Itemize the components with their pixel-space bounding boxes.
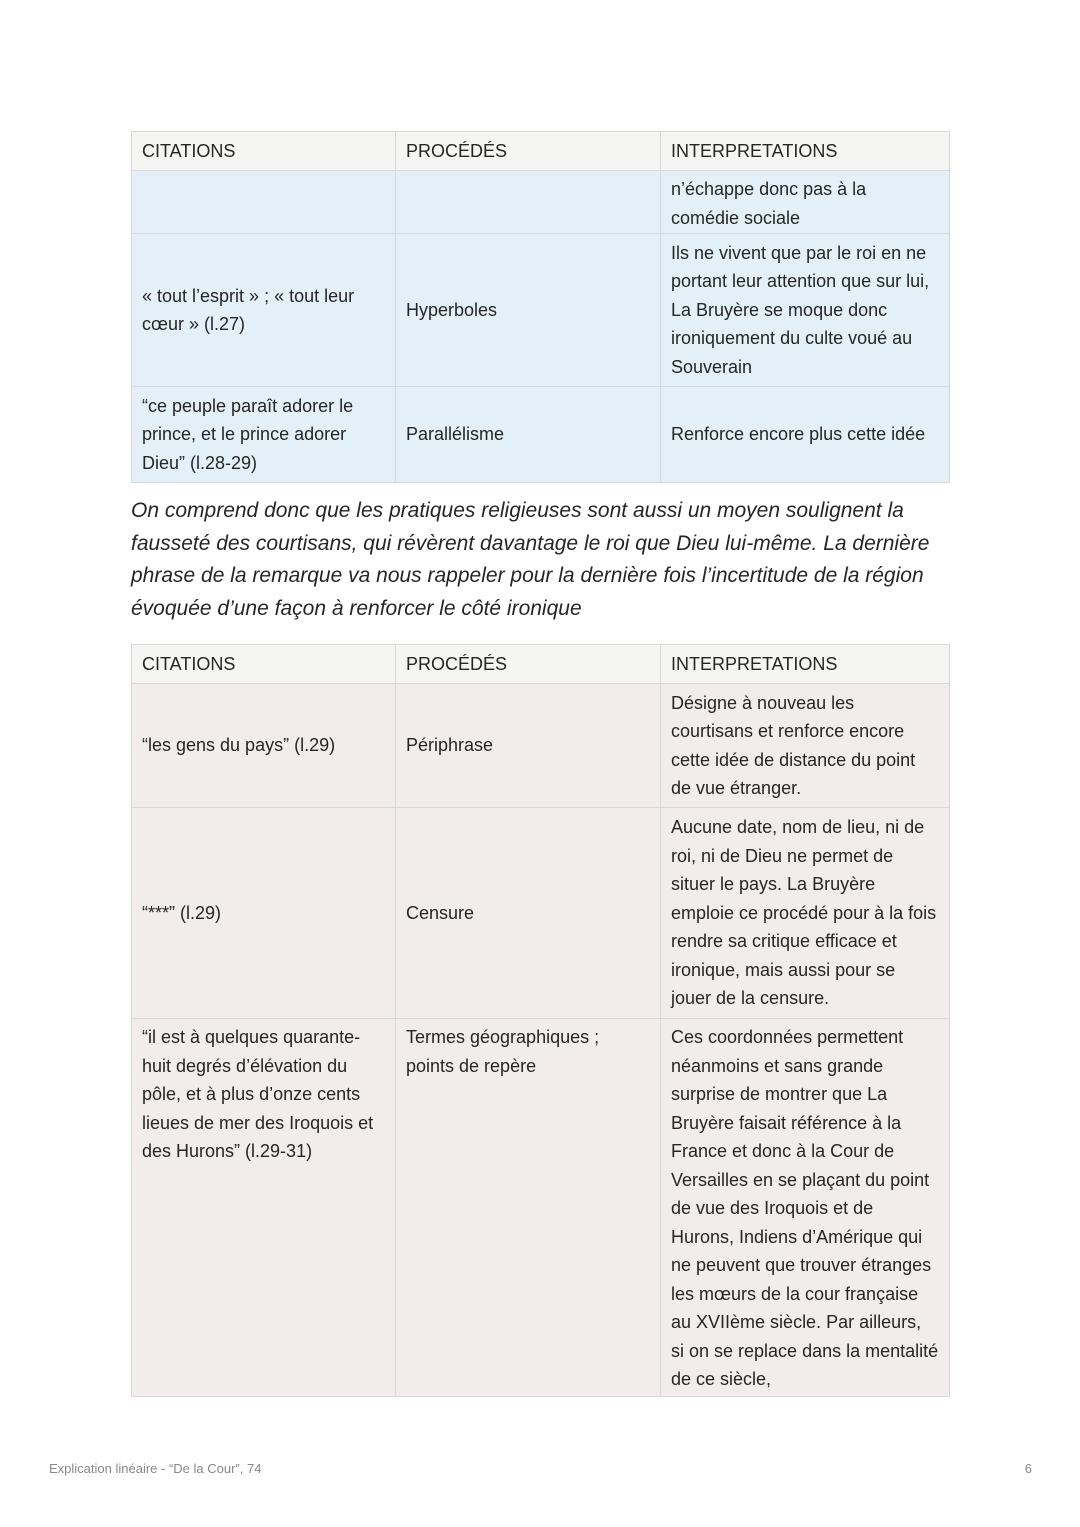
cell-interpretation: Ces coordonnées permettent néanmoins et sans grande surprise de montrer que La Bruyère faisait référence à la France et donc à la Cour de Versailles en se plaçant du point de vue des Iroquois et de Hurons, Indiens d’Amérique qui ne peuvent que trouver étranges les mœurs de la cour française au XVIIème siècle. Par ailleurs, si on se replace dans la mentalité de ce siècle, — [661, 1019, 950, 1397]
cell-interpretation: Ils ne vivent que par le roi en ne portant leur attention que sur lui, La Bruyère se moque donc ironiquement du culte voué au Souverain — [661, 234, 950, 387]
cell-citation: “ce peuple paraît adorer le prince, et le prince adorer Dieu” (l.28-29) — [132, 387, 396, 483]
cell-interpretation: Renforce encore plus cette idée — [661, 387, 950, 483]
header-citations: CITATIONS — [132, 132, 396, 171]
cell-procede: Censure — [396, 808, 661, 1019]
cell-procede: Périphrase — [396, 684, 661, 808]
cell-citation: « tout l’esprit » ; « tout leur cœur » (l.27) — [132, 234, 396, 387]
analysis-paragraph: On comprend donc que les pratiques religieuses sont aussi un moyen soulignent la fausseté des courtisans, qui révèrent davantage le roi que Dieu lui-même. La dernière phrase de la remarque va nous rappeler pour la dernière fois l’incertitude de la région évoquée d’une façon à renforcer le côté ironique — [131, 499, 930, 620]
cell-citation — [132, 171, 396, 234]
table-header-row — [132, 132, 950, 171]
cell-citation: “les gens du pays” (l.29) — [132, 684, 396, 808]
cell-interpretation: Aucune date, nom de lieu, ni de roi, ni de Dieu ne permet de situer le pays. La Bruyère emploie ce procédé pour à la fois rendre sa critique efficace et ironique, mais aussi pour se jouer de la censure. — [661, 808, 950, 1019]
table-row — [132, 684, 950, 808]
cell-procede: Hyperboles — [396, 234, 661, 387]
header-interpretations: INTERPRETATIONS — [661, 132, 950, 171]
cell-interpretation: n’échappe donc pas à la comédie sociale — [661, 171, 950, 234]
cell-citation: “il est à quelques quarante-huit degrés d’élévation du pôle, et à plus d’onze cents lieues de mer des Iroquois et des Hurons” (l.29-31) — [132, 1019, 396, 1397]
analysis-table-1 — [131, 131, 950, 483]
table-row — [132, 387, 950, 483]
cell-citation: “***” (l.29) — [132, 808, 396, 1019]
table-row — [132, 1019, 950, 1397]
header-interpretations: INTERPRETATIONS — [661, 645, 950, 684]
footer-page-number: 6 — [1024, 1461, 1032, 1476]
table-header-row — [132, 645, 950, 684]
cell-procede — [396, 171, 661, 234]
table-row — [132, 234, 950, 387]
header-procedes: PROCÉDÉS — [396, 132, 661, 171]
header-citations: CITATIONS — [132, 645, 396, 684]
analysis-table-2 — [131, 644, 950, 1397]
header-procedes: PROCÉDÉS — [396, 645, 661, 684]
cell-interpretation: Désigne à nouveau les courtisans et renforce encore cette idée de distance du point de vue étranger. — [661, 684, 950, 808]
cell-procede: Termes géographiques ; points de repère — [396, 1019, 661, 1397]
table-row — [132, 171, 950, 234]
table-row — [132, 808, 950, 1019]
footer-document-title: Explication linéaire - “De la Cour”, 74 — [49, 1461, 262, 1476]
cell-procede: Parallélisme — [396, 387, 661, 483]
